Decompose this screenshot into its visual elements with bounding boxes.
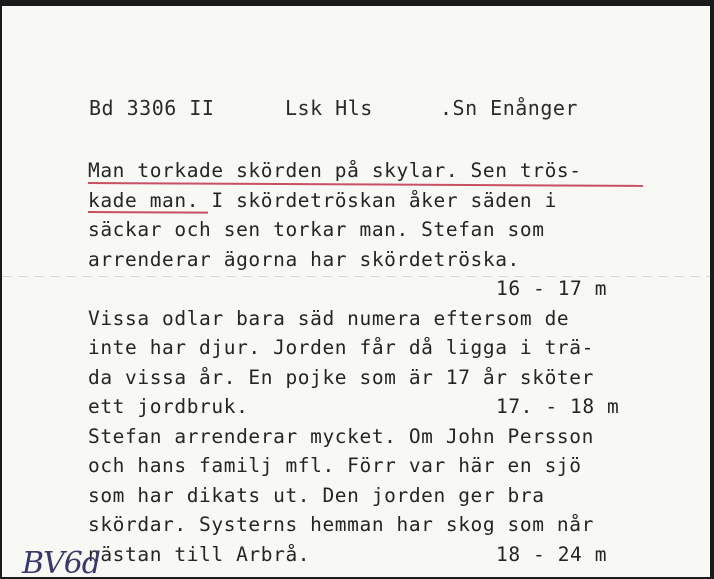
text-line: säckar och sen torkar man. Stefan som <box>88 218 545 241</box>
text-line: och hans familj mfl. Förr var här en sjö <box>88 454 582 477</box>
text-line: inte har djur. Jorden får då ligga i trä- <box>88 336 594 359</box>
text-line: kade man. I skördetröskan åker säden i <box>88 186 688 216</box>
distance-range: 16 - 17 m <box>496 277 608 300</box>
archive-card <box>2 6 710 577</box>
distance-range: 17. - 18 m <box>496 395 620 418</box>
underline-mark <box>88 211 208 214</box>
text-line: som har dikats ut. Den jorden ger bra <box>88 483 545 507</box>
card-body <box>88 156 688 569</box>
text-line: nästan till Arbrå. 18 - 24 m <box>88 540 688 570</box>
text-line: da vissa år. En pojke som är 17 år sköter <box>88 365 594 389</box>
text-line: skördar. Systerns hemman har skog som når <box>88 513 594 536</box>
text-line: arrenderar ägorna har skördetröska. <box>88 247 520 271</box>
text-line: Vissa odlar bara säd numera eftersom de <box>88 306 570 330</box>
text-line: ett jordbruk. 17. - 18 m <box>88 392 688 422</box>
text-line: Man torkade skörden på skylar. Sen trös- <box>88 156 688 186</box>
card-header <box>2 96 710 126</box>
text-line: Stefan arrenderar mycket. Om John Persson <box>88 424 594 448</box>
record-code: Bd 3306 II <box>89 96 215 120</box>
region-code: Lsk Hls <box>285 96 373 120</box>
range-line <box>88 274 688 304</box>
handwritten-signature: BV6d <box>22 546 101 577</box>
parish-name: .Sn Enånger <box>440 96 578 120</box>
distance-range: 18 - 24 m <box>496 542 608 566</box>
